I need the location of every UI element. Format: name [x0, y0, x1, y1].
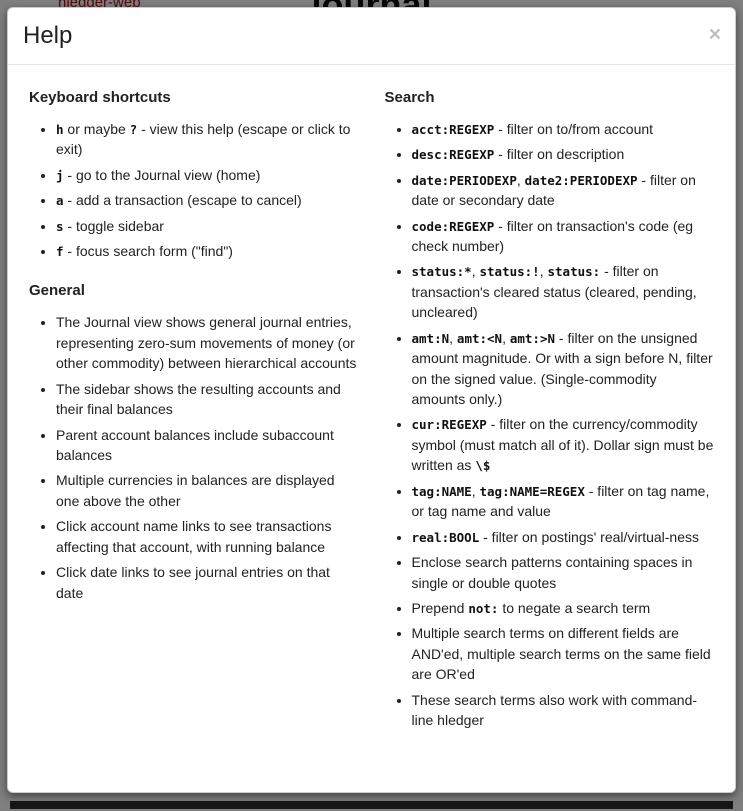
list-item [56, 425, 359, 466]
text-run: , [502, 329, 510, 346]
text-run: - add a transaction (escape to cancel) [63, 192, 302, 209]
text-run: or maybe [63, 120, 130, 137]
text-run: , [516, 171, 525, 188]
section-heading-general: General [29, 282, 85, 300]
list-item [56, 379, 359, 420]
list-item [56, 190, 359, 210]
code-term: tag:NAME=REGEX [479, 483, 585, 499]
text-run: Click date links to see journal entries on that date [56, 564, 330, 601]
section-heading-keyboard-shortcuts: Keyboard shortcuts [29, 88, 171, 106]
text-run: The Journal view shows general journal entries, representing zero-sum movements of money (or other commodity) between hierarchical accounts [56, 314, 357, 372]
text-run: , [471, 482, 480, 499]
code-term: j [56, 167, 64, 183]
code-term: amt:>N [509, 330, 556, 346]
text-run: - filter on postings' real/virtual-ness [479, 528, 699, 545]
text-run: , [539, 263, 548, 280]
code-term: acct:REGEXP [411, 121, 495, 137]
code-term: \$ [475, 458, 491, 474]
code-term: h [56, 121, 64, 137]
text-run: Multiple search terms on different fields are AND'ed, multiple search terms on the same field are OR'ed [411, 625, 711, 683]
text-run: Prepend [411, 599, 469, 616]
code-term: ? [129, 121, 138, 137]
code-term: amt:<N [456, 330, 503, 346]
text-run: Parent account balances include subaccount balances [56, 426, 334, 464]
list-item [56, 165, 359, 185]
modal-title: Help [23, 22, 73, 49]
code-term: a [56, 193, 64, 209]
list-item [412, 216, 715, 257]
keyboard-shortcuts-list [29, 119, 359, 262]
text-run: Enclose search patterns containing spaces in single or double quotes [411, 554, 693, 591]
text-run: - filter on date or secondary date [411, 171, 696, 209]
code-term: tag:NAME [411, 483, 472, 499]
left-column [29, 79, 359, 782]
code-term: date:PERIODEXP [411, 172, 517, 188]
text-run: - filter on transaction's code (eg check number) [411, 217, 694, 254]
right-column [385, 79, 715, 782]
list-item [412, 261, 715, 322]
help-modal [7, 7, 736, 793]
code-term: real:BOOL [411, 529, 480, 545]
code-term: status:! [479, 264, 540, 280]
close-icon[interactable]: × [708, 23, 721, 46]
text-run: - filter on description [494, 146, 625, 163]
text-run: The sidebar shows the resulting accounts and their final balances [56, 380, 341, 418]
text-run: - filter on the unsigned amount magnitude. Or with a sign before N, filter on the signed value. (Single-commodity amounts only.) [411, 329, 713, 408]
code-term: status:* [411, 264, 472, 280]
code-term: amt:N [411, 330, 450, 346]
modal-header [8, 8, 735, 65]
text-run: - filter on to/from account [494, 120, 654, 137]
code-term: s [56, 218, 64, 234]
text-run: These search terms also work with command-line hledger [411, 691, 698, 729]
code-term: desc:REGEXP [411, 147, 495, 163]
list-item [56, 216, 359, 236]
list-item [412, 552, 715, 593]
list-item [56, 470, 359, 511]
list-item [56, 516, 359, 557]
list-item [412, 598, 715, 618]
general-list [29, 312, 359, 603]
list-item [412, 623, 715, 684]
section-heading-search: Search [384, 88, 435, 106]
list-item [412, 144, 715, 164]
list-item [412, 170, 715, 211]
list-item [412, 481, 715, 522]
text-run: - focus search form ("find") [63, 242, 233, 259]
text-run: - filter on the currency/commodity symbol (must match all of it). Dollar sign must be written as [411, 416, 714, 474]
text-run: Multiple currencies in balances are displayed one above the other [56, 472, 335, 509]
text-run: , [449, 329, 457, 346]
list-item [56, 562, 359, 603]
text-run: - toggle sidebar [63, 217, 164, 234]
list-item [56, 312, 359, 373]
text-run: - filter on tag name, or tag name and value [411, 482, 710, 520]
code-term: f [56, 243, 64, 259]
list-item [56, 119, 359, 160]
code-term: cur:REGEXP [411, 417, 487, 433]
list-item [412, 328, 715, 410]
list-item [56, 241, 359, 261]
code-term: status: [547, 264, 601, 280]
list-item [412, 690, 715, 731]
modal-body [8, 65, 735, 792]
list-item [412, 527, 715, 547]
code-term: date2:PERIODEXP [524, 172, 638, 188]
text-run: , [471, 263, 480, 280]
code-term: code:REGEXP [411, 218, 495, 234]
code-term: not: [468, 600, 499, 616]
list-item [412, 414, 715, 475]
list-item [412, 119, 715, 139]
text-run: Click account name links to see transactions affecting that account, with running balance [56, 518, 332, 555]
text-run: - view this help (escape or click to exit) [56, 120, 351, 158]
text-run: - go to the Journal view (home) [63, 166, 261, 183]
text-run: - filter on transaction's cleared status (cleared, pending, uncleared) [411, 263, 697, 321]
text-run: to negate a search term [498, 599, 651, 616]
search-terms-list [385, 119, 715, 731]
